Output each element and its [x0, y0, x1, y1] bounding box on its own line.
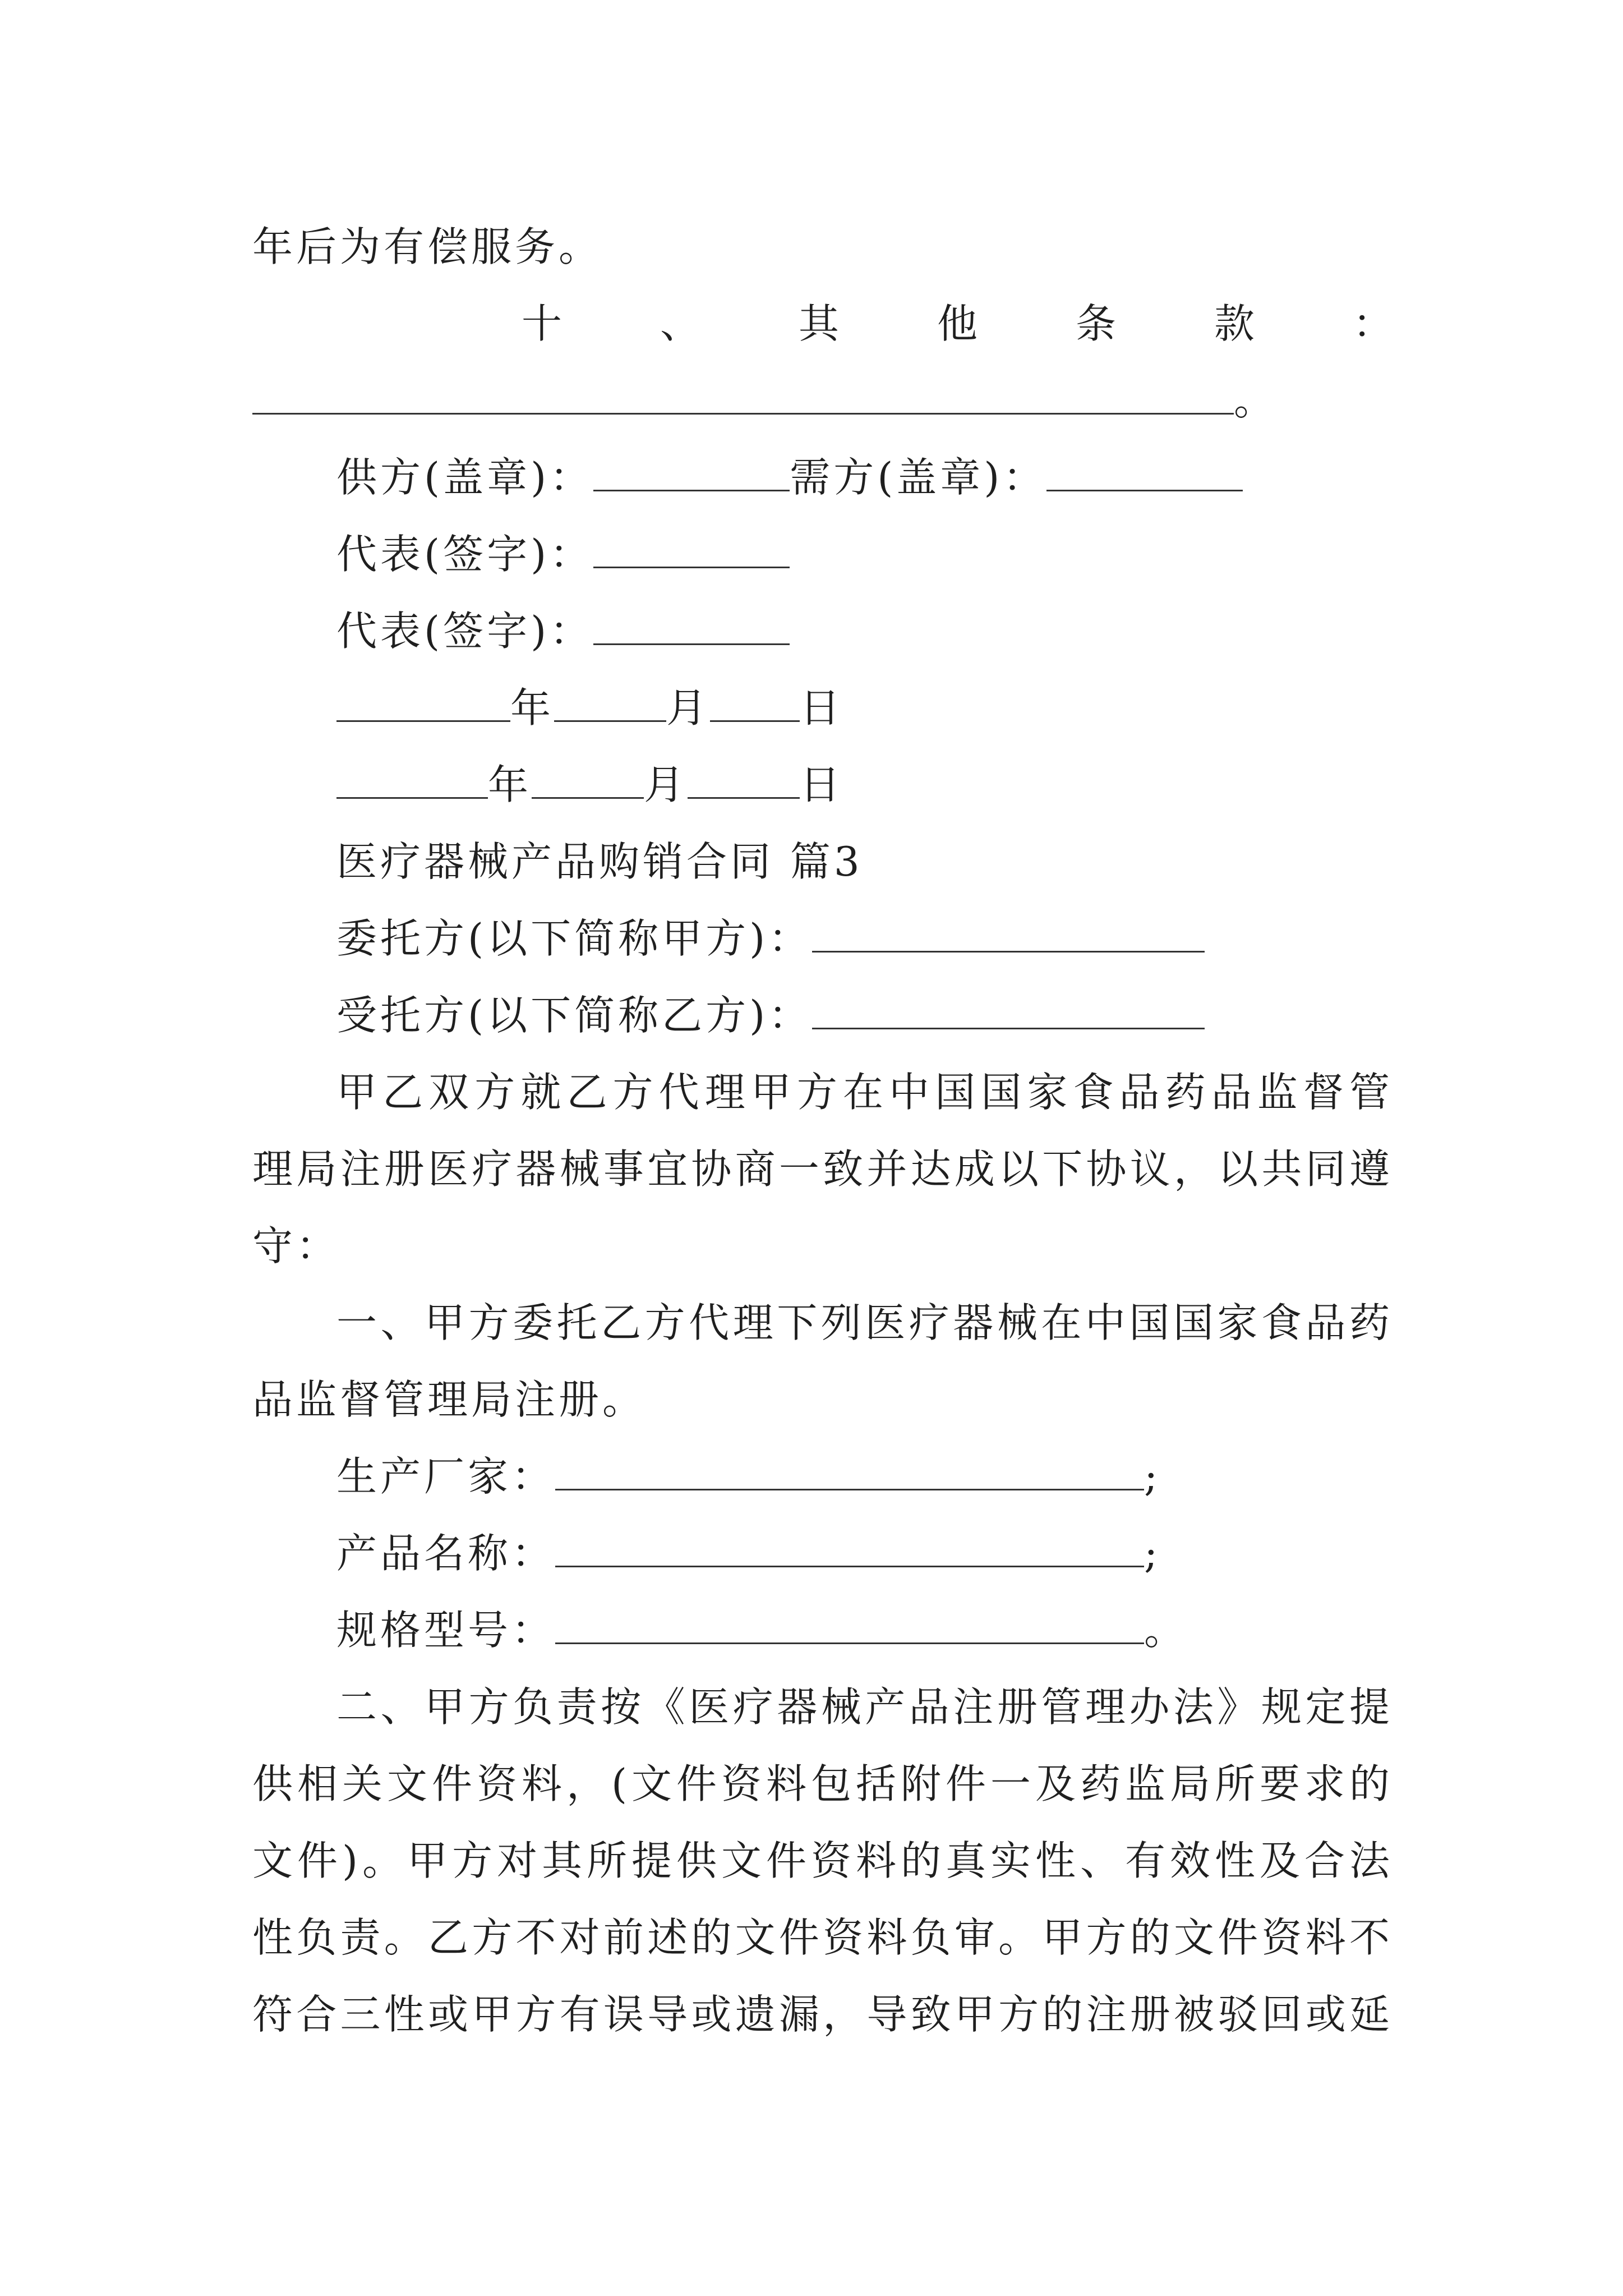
- blank-line: [554, 687, 666, 722]
- blank-line: [593, 533, 790, 568]
- section-heading-other-terms: 十、其他条款：: [522, 300, 1393, 347]
- paragraph-line: 守：: [252, 1222, 340, 1269]
- field-model: 规格型号： 。: [336, 1607, 1188, 1654]
- party-line: 受托方(以下简称乙方)：: [336, 977, 1393, 1054]
- paragraph-line: 二、甲方负责按《医疗器械产品注册管理办法》规定提: [336, 1683, 1393, 1731]
- blank-line: [593, 456, 790, 491]
- paragraph-line: 文件)。甲方对其所提供文件资料的真实性、有效性及合法: [252, 1837, 1393, 1884]
- text-line: 年后为有偿服务。: [252, 223, 603, 270]
- signature-seal-line: 供方(盖章)： 需方(盖章)：: [336, 439, 1393, 516]
- party-line: 委托方(以下简称甲方)：: [336, 900, 1393, 977]
- paragraph-line: 符合三性或甲方有误导或遗漏，导致甲方的注册被驳回或延: [252, 1991, 1393, 2038]
- date-line: 年 月 日: [336, 747, 1393, 823]
- field-manufacturer: 生产厂家： ;: [336, 1453, 1161, 1500]
- paragraph-line: 一、甲方委托乙方代理下列医疗器械在中国国家食品药: [336, 1299, 1393, 1346]
- blank-line: [812, 917, 1205, 953]
- blank-line: [532, 763, 644, 799]
- blank-line: [710, 687, 800, 722]
- blank-line: [555, 1609, 1144, 1644]
- blank-line: [336, 687, 510, 722]
- paragraph-line: 性负责。乙方不对前述的文件资料负审。甲方的文件资料不: [252, 1914, 1393, 1961]
- paragraph-line: 供相关文件资料，(文件资料包括附件一及药监局所要求的: [252, 1760, 1393, 1807]
- blank-line: [555, 1532, 1144, 1567]
- blank-line: [1046, 456, 1243, 491]
- blank-line: [555, 1455, 1144, 1490]
- signature-line: 代表(签字)：: [336, 516, 1393, 593]
- text-line: 。: [252, 362, 1393, 439]
- field-product-name: 产品名称： ;: [336, 1530, 1161, 1577]
- blank-line: [252, 379, 1234, 415]
- blank-line: [812, 994, 1205, 1029]
- paragraph-line: 品监督管理局注册。: [252, 1376, 647, 1423]
- blank-line: [593, 610, 790, 645]
- paragraph-line: 甲乙双方就乙方代理甲方在中国国家食品药品监督管: [336, 1069, 1393, 1116]
- signature-line: 代表(签字)：: [336, 593, 1393, 670]
- contract-title: 医疗器械产品购销合同 篇3: [336, 838, 863, 885]
- paragraph-line: 理局注册医疗器械事宜协商一致并达成以下协议，以共同遵: [252, 1145, 1393, 1193]
- blank-line: [688, 763, 800, 799]
- blank-line: [336, 763, 488, 799]
- date-line: 年 月 日: [336, 670, 1393, 747]
